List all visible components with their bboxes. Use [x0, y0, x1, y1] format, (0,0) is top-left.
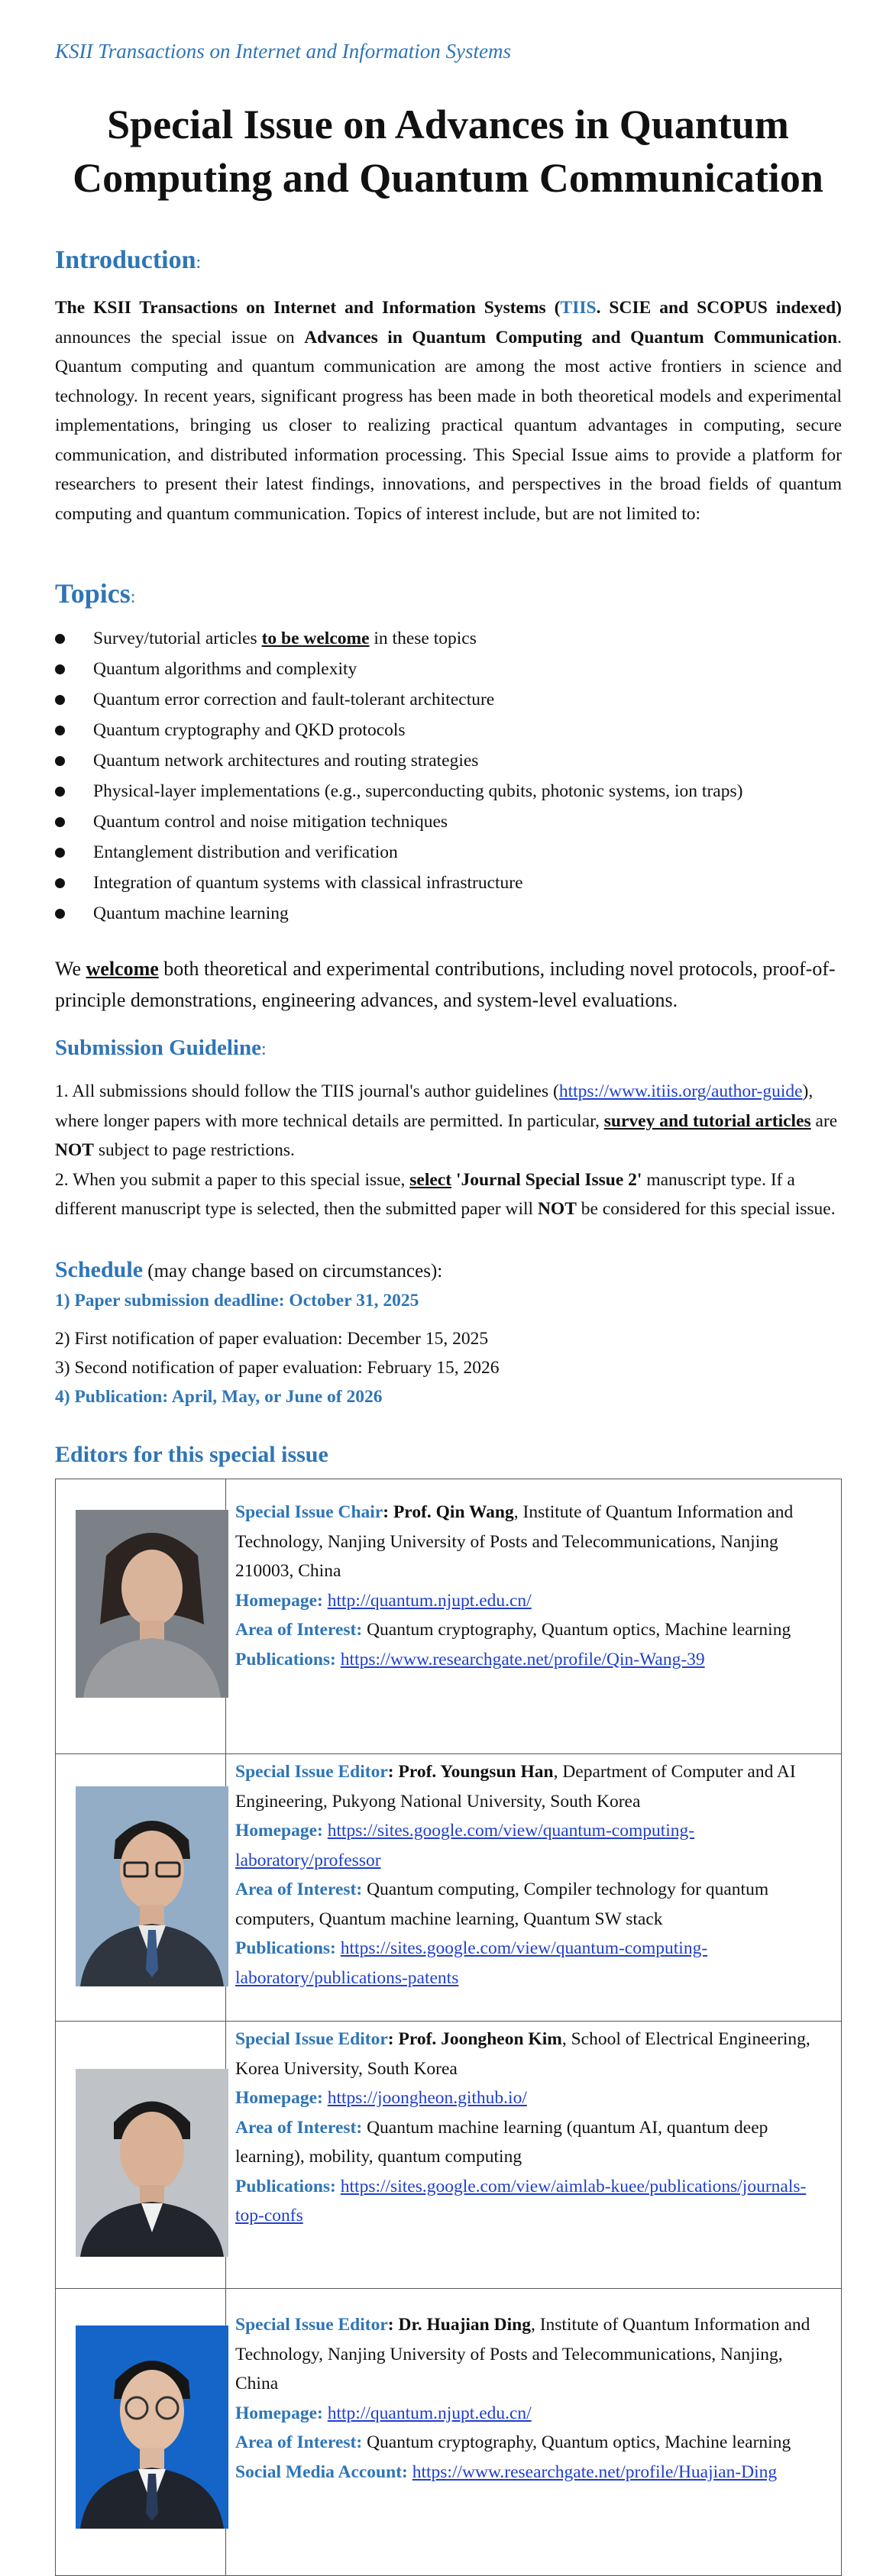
- editor-info: Special Issue Editor: Prof. Youngsun Han, Department of Computer and AI Engineering, Pukyong National University, South Korea Homepage: https://sites.google.com/view/quantum-computing-laboratory/professor Area of Interest: Quantum computing, Compiler technology for quantum computers, Quantum machine learning, Quantum SW stack Publications: https://sites.google.com/view/quantum-computing-laboratory/publications-patents: [226, 1754, 842, 2022]
- topic-item: Survey/tutorial articles to be welcome in these topics: [55, 623, 842, 654]
- editors-table: [55, 1479, 842, 2576]
- topics-list: [55, 623, 842, 929]
- editor-photo: [76, 2069, 228, 2257]
- topic-item: Quantum network architectures and routing strategies: [55, 745, 842, 776]
- editor-info: Special Issue Editor: Dr. Huajian Ding, Institute of Quantum Information and Technology, Nanjing University of Posts and Telecommunications, Nanjing, China Homepage: http://quantum.njupt.edu.cn/ Area of Interest: Quantum cryptography, Quantum optics, Machine learning Social Media Account: https://www.researchgate.net/profile/Huajian-Ding: [226, 2289, 842, 2576]
- bullet-icon: [55, 634, 65, 644]
- editor-row: [56, 2022, 842, 2289]
- introduction-paragraph: The KSII Transactions on Internet and Information Systems (TIIS. SCIE and SCOPUS indexed) announces the special issue on Advances in Quantum Computing and Quantum Communication. Quantum computing and quantum communication are among the most active frontiers in science and technology. In recent years, significant progress has been made in both theoretical models and experimental implementations, bringing us closer to realizing practical quantum advantages in computing, secure communication, and distributed information processing. This Special Issue aims to provide a platform for researchers to present their latest findings, innovations, and perspectives in the broad fields of quantum computing and quantum communication. Topics of interest include, but are not limited to:: [55, 298, 843, 524]
- topic-item: Quantum error correction and fault-tolerant architecture: [55, 684, 842, 715]
- homepage-link[interactable]: http://quantum.njupt.edu.cn/: [327, 2403, 532, 2423]
- editor-row: [56, 1754, 842, 2022]
- editor-photo: [76, 2326, 228, 2529]
- editor-row: [56, 2289, 842, 2576]
- topic-item: Integration of quantum systems with classical infrastructure: [55, 868, 842, 898]
- introduction-heading: Introduction:: [55, 246, 202, 274]
- title-line-1: Special Issue on Advances in Quantum: [107, 102, 789, 147]
- editor-row: [56, 1479, 842, 1754]
- publications-link[interactable]: https://sites.google.com/view/aimlab-kuee/publications/journals-top-confs: [235, 2176, 807, 2225]
- schedule-heading: Schedule (may change based on circumstances):: [55, 1257, 443, 1282]
- editor-photo: [76, 1786, 228, 1986]
- social-media-link[interactable]: https://www.researchgate.net/profile/Huajian-Ding: [412, 2461, 778, 2482]
- bullet-icon: [55, 726, 65, 735]
- editor-info: Special Issue Editor: Prof. Joongheon Kim, School of Electrical Engineering, Korea University, South Korea Homepage: https://joongheon.github.io/ Area of Interest: Quantum machine learning (quantum AI, quantum deep learning), mobility, quantum computing Publications: https://sites.google.com/view/aimlab-kuee/publications/journals-top-confs: [226, 2022, 842, 2289]
- welcome-paragraph: We welcome both theoretical and experimental contributions, including novel protocols, proof-of-principle demonstrations, engineering advances, and system-level evaluations.: [55, 958, 836, 1011]
- schedule-item-2: 2) First notification of paper evaluation: December 15, 2025: [55, 1329, 489, 1349]
- bullet-icon: [55, 756, 65, 766]
- editor-photo: [76, 1510, 228, 1698]
- bullet-icon: [55, 695, 65, 705]
- journal-name: KSII Transactions on Internet and Information Systems: [55, 40, 511, 63]
- topic-item: Quantum control and noise mitigation techniques: [55, 806, 842, 837]
- editors-heading: Editors for this special issue: [55, 1442, 328, 1467]
- topic-item: Entanglement distribution and verification: [55, 837, 842, 868]
- title-line-2: Computing and Quantum Communication: [73, 155, 823, 201]
- page-title: [46, 98, 850, 205]
- guideline-item-1: 1. All submissions should follow the TIIS journal's author guidelines (https://www.itiis.org/author-guide), where longer papers with more technical details are permitted. In particular, survey and tutorial articles are NOT subject to page restrictions.: [55, 1081, 838, 1160]
- bullet-icon: [55, 878, 65, 888]
- submission-heading: Submission Guideline:: [55, 1036, 267, 1060]
- bullet-icon: [55, 909, 65, 919]
- editor-photo-cell: [56, 2289, 226, 2576]
- bullet-icon: [55, 664, 65, 674]
- homepage-link[interactable]: https://sites.google.com/view/quantum-computing-laboratory/professor: [235, 1821, 695, 1870]
- topic-item: Quantum algorithms and complexity: [55, 654, 842, 684]
- homepage-link[interactable]: http://quantum.njupt.edu.cn/: [327, 1590, 532, 1611]
- schedule-item-1: 1) Paper submission deadline: October 31, 2025: [55, 1291, 419, 1311]
- author-guide-link[interactable]: https://www.itiis.org/author-guide: [558, 1081, 803, 1101]
- editor-photo-cell: [56, 2022, 226, 2289]
- bullet-icon: [55, 848, 65, 858]
- topic-item: Quantum machine learning: [55, 898, 842, 929]
- bullet-icon: [55, 817, 65, 827]
- publications-link[interactable]: https://www.researchgate.net/profile/Qin-Wang-39: [340, 1649, 705, 1669]
- editor-photo-cell: [56, 1479, 226, 1754]
- schedule-item-3: 3) Second notification of paper evaluation: February 15, 2026: [55, 1358, 500, 1378]
- guideline-item-2: 2. When you submit a paper to this special issue, select 'Journal Special Issue 2' manuscript type. If a different manuscript type is selected, then the submitted paper will NOT be considered for this special issue.: [55, 1169, 836, 1219]
- homepage-link[interactable]: https://joongheon.github.io/: [327, 2088, 527, 2108]
- topic-item: Physical-layer implementations (e.g., superconducting qubits, photonic systems, ion traps): [55, 776, 842, 806]
- submission-guideline: [55, 1077, 842, 1224]
- schedule-item-4: 4) Publication: April, May, or June of 2026: [55, 1387, 383, 1407]
- topics-heading: Topics:: [55, 578, 136, 609]
- bullet-icon: [55, 787, 65, 797]
- editor-photo-cell: [56, 1754, 226, 2022]
- topic-item: Quantum cryptography and QKD protocols: [55, 715, 842, 745]
- editor-info: Special Issue Chair: Prof. Qin Wang, Institute of Quantum Information and Technology, Nanjing University of Posts and Telecommunications, Nanjing 210003, China Homepage: http://quantum.njupt.edu.cn/ Area of Interest: Quantum cryptography, Quantum optics, Machine learning Publications: https://www.researchgate.net/profile/Qin-Wang-39: [226, 1479, 842, 1754]
- publications-link[interactable]: https://sites.google.com/view/quantum-computing-laboratory/publications-patents: [235, 1938, 708, 1988]
